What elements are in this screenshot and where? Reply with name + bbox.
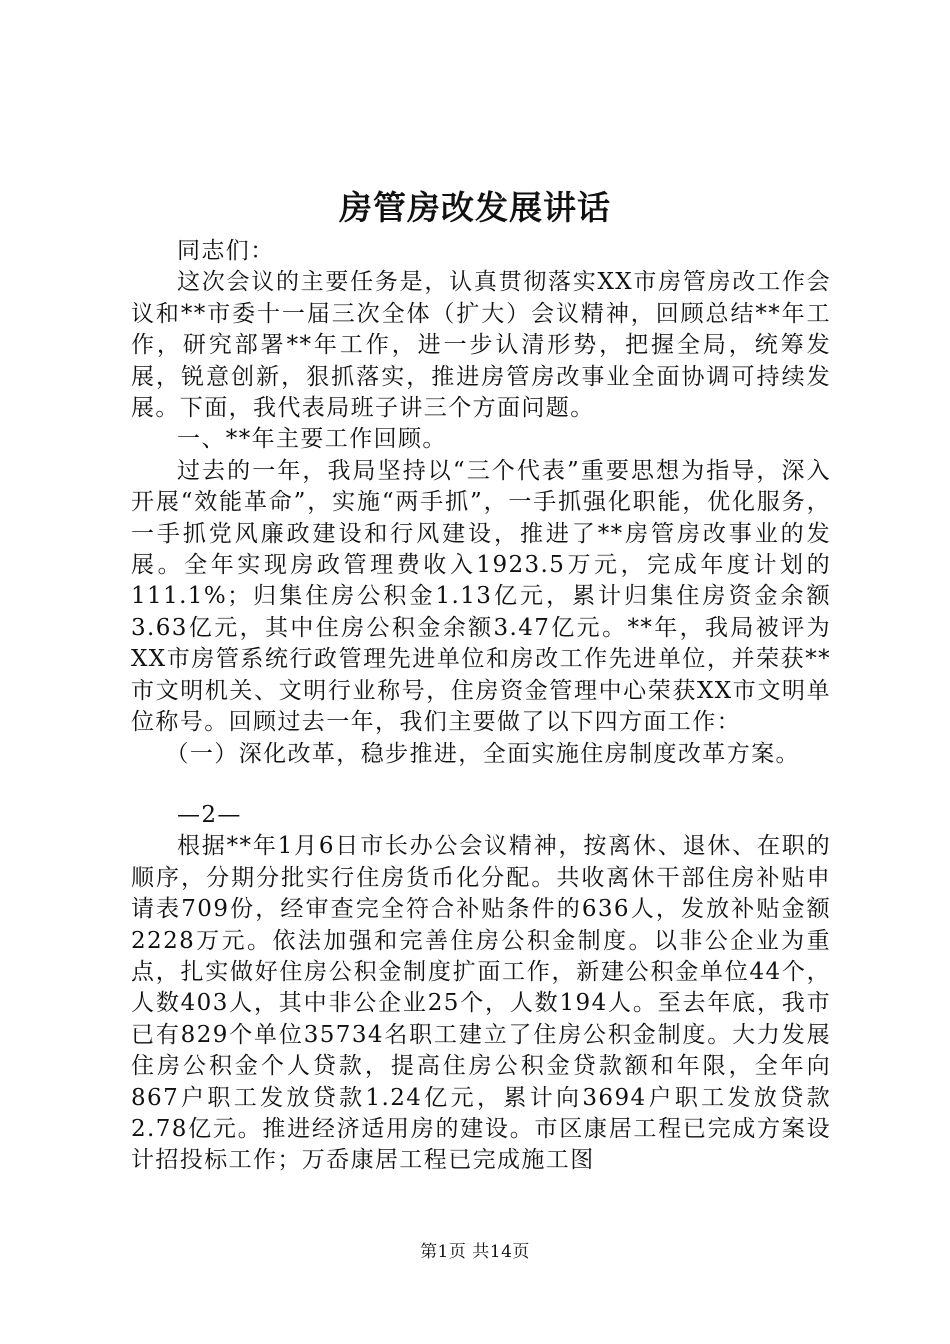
- sub-heading: （一）深化改革，稳步推进，全面实施住房制度改革方案。: [165, 740, 800, 767]
- continuation-paragraph: 根据**年1月6日市长办公会议精神，按离休、退休、在职的顺序，分期分批实行住房货币化分配。共收离休干部住房补贴申请表709份，经审查完全符合补贴条件的636人，发放补贴金额2228万元。依法加强和完善住房公积金制度。以非公企业为重点，扎实做好住房公积金制度扩面工作，新建公积金单位44个，人数403人，其中非公企业25个，人数194人。至去年底，我市已有829个单位35734名职工建立了住房公积金制度。大力发展住房公积金个人贷款，提高住房公积金贷款额和年限，全年向867户职工发放贷款1.24亿元，累计向3694户职工发放贷款2.78亿元。推进经济适用房的建设。市区康居工程已完成方案设计招投标工作；万岙康居工程已完成施工图: [131, 833, 831, 1174]
- section-heading: 一、**年主要工作回顾。: [177, 426, 447, 453]
- intro-paragraph: 这次会议的主要任务是，认真贯彻落实XX市房管房改工作会议和**市委十一届三次全体（扩大）会议精神，回顾总结**年工作，研究部署**年工作，进一步认清形势，把握全局，统筹发展，锐意创新，狠抓落实，推进房管房改事业全面协调可持续发展。下面，我代表局班子讲三个方面问题。: [131, 269, 831, 422]
- document-title: 房管房改发展讲话: [339, 188, 611, 227]
- page-footer: 第1页 共14页: [420, 1242, 530, 1262]
- page-marker: —2—: [177, 801, 242, 828]
- greeting: 同志们：: [177, 238, 275, 264]
- document-body: [131, 236, 831, 1177]
- review-paragraph: 过去的一年，我局坚持以“三个代表”重要思想为指导，深入开展“效能革命”，实施“两手抓”，一手抓强化职能，优化服务，一手抓党风廉政建设和行风建设，推进了**房管房改事业的发展。全年实现房政管理费收入1923.5万元，完成年度计划的111.1%；归集住房公积金1.13亿元，累计归集住房资金余额3.63亿元，其中住房公积金余额3.47亿元。**年，我局被评为XX市房管系统行政管理先进单位和房改工作先进单位，并荣获**市文明机关、文明行业称号，住房资金管理中心荣获XX市文明单位称号。回顾过去一年，我们主要做了以下四方面工作：: [131, 457, 831, 736]
